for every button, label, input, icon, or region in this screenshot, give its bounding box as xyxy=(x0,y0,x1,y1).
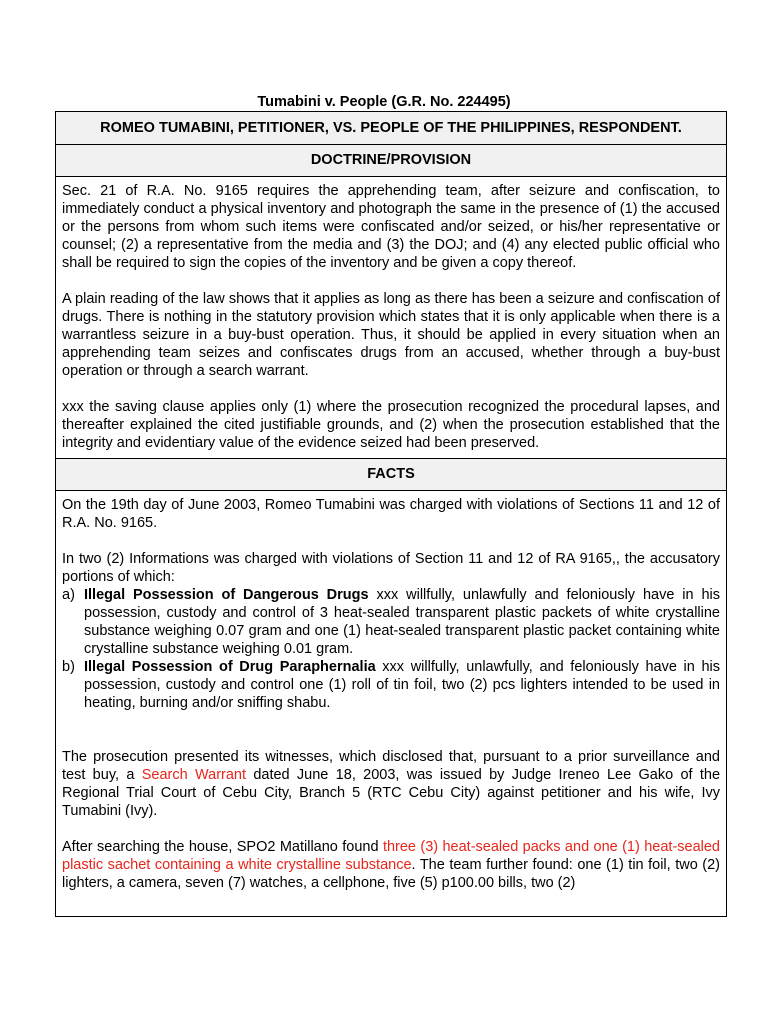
case-digest-table xyxy=(55,111,727,917)
doctrine-paragraph: Sec. 21 of R.A. No. 9165 requires the apprehending team, after seizure and confiscation, to immediately conduct a physical inventory and photograph the same in the presence of (1) the accused or the persons from whom such items were confiscated and/or seized, or his/her representative or counsel; (2) a representative from the media and (3) the DOJ; and (4) any elected public official who shall be required to sign the copies of the inventory and be given a copy thereof. xyxy=(62,183,720,271)
facts-paragraph xyxy=(62,748,720,820)
list-marker: b) xyxy=(62,659,75,675)
facts-paragraph xyxy=(62,838,720,892)
search-warrant-highlight: Search Warrant xyxy=(141,767,247,783)
paragraph-text: After searching the house, SPO2 Matillano found xyxy=(62,839,383,855)
list-marker: a) xyxy=(62,587,75,603)
charge-text: xxx willfully, unlawfully, and feloniously have in his possession, custody and control one (1) roll of tin foil, two (2) pcs lighters intended to be used in heating, burning and/or sniffing shabu. xyxy=(84,659,720,711)
paragraph-text: The prosecution presented its witnesses, which disclosed that, pursuant to a prior surveillance and test buy, a xyxy=(62,749,720,783)
page-title: Tumabini v. People (G.R. No. 224495) xyxy=(257,94,511,110)
paragraph-text: dated June 18, 2003, was issued by Judge Ireneo Lee Gako of the Regional Trial Court of Cebu City, Branch 5 (RTC Cebu City) against petitioner and his wife, Ivy Tumabini (Ivy). xyxy=(62,767,721,819)
doctrine-section xyxy=(56,177,726,459)
facts-paragraph: In two (2) Informations was charged with violations of Section 11 and 12 of RA 9165,, the accusatory portions of which: xyxy=(62,551,720,585)
doctrine-paragraph: A plain reading of the law shows that it applies as long as there has been a seizure and confiscation of drugs. There is nothing in the statutory provision which states that it is only applicable when there is a warrantless seizure in a buy-bust operation. Thus, it should be applied in every situation when an apprehending team seizes and confiscates drugs from an accused, whether through a buy-bust operation or through a search warrant. xyxy=(62,291,720,379)
doctrine-header: DOCTRINE/PROVISION xyxy=(56,145,726,177)
facts-header: FACTS xyxy=(56,459,726,491)
charge-title: Illegal Possession of Drug Paraphernalia xyxy=(84,659,376,675)
spacer xyxy=(62,712,720,748)
seized-items-highlight: three (3) heat-sealed packs and one (1) heat-sealed plastic sachet containing a white crystalline substance xyxy=(62,839,720,873)
charge-title: Illegal Possession of Dangerous Drugs xyxy=(84,587,369,603)
charges-list xyxy=(62,586,720,712)
paragraph-text: . The team further found: one (1) tin foil, two (2) lighters, a camera, seven (7) watches, a cellphone, five (5) p100.00 bills, two (2) xyxy=(62,857,721,891)
list-item xyxy=(62,658,720,712)
charge-text: xxx willfully, unlawfully and feloniously have in his possession, custody and control of 3 heat-sealed transparent plastic packets of white crystalline substance weighing 0.07 gram and one (1) heat-sealed transparent plastic packet containing white crystalline substance weighing 0.01 gram. xyxy=(84,587,721,657)
parties-header: ROMEO TUMABINI, PETITIONER, VS. PEOPLE OF THE PHILIPPINES, RESPONDENT. xyxy=(56,112,726,145)
facts-paragraph: On the 19th day of June 2003, Romeo Tumabini was charged with violations of Sections 11 and 12 of R.A. No. 9165. xyxy=(62,497,720,531)
facts-section xyxy=(56,491,726,898)
doctrine-paragraph: xxx the saving clause applies only (1) where the prosecution recognized the procedural lapses, and thereafter explained the cited justifiable grounds, and (2) when the prosecution established that the integrity and evidentiary value of the evidence seized had been preserved. xyxy=(62,399,720,451)
list-item xyxy=(62,586,720,658)
